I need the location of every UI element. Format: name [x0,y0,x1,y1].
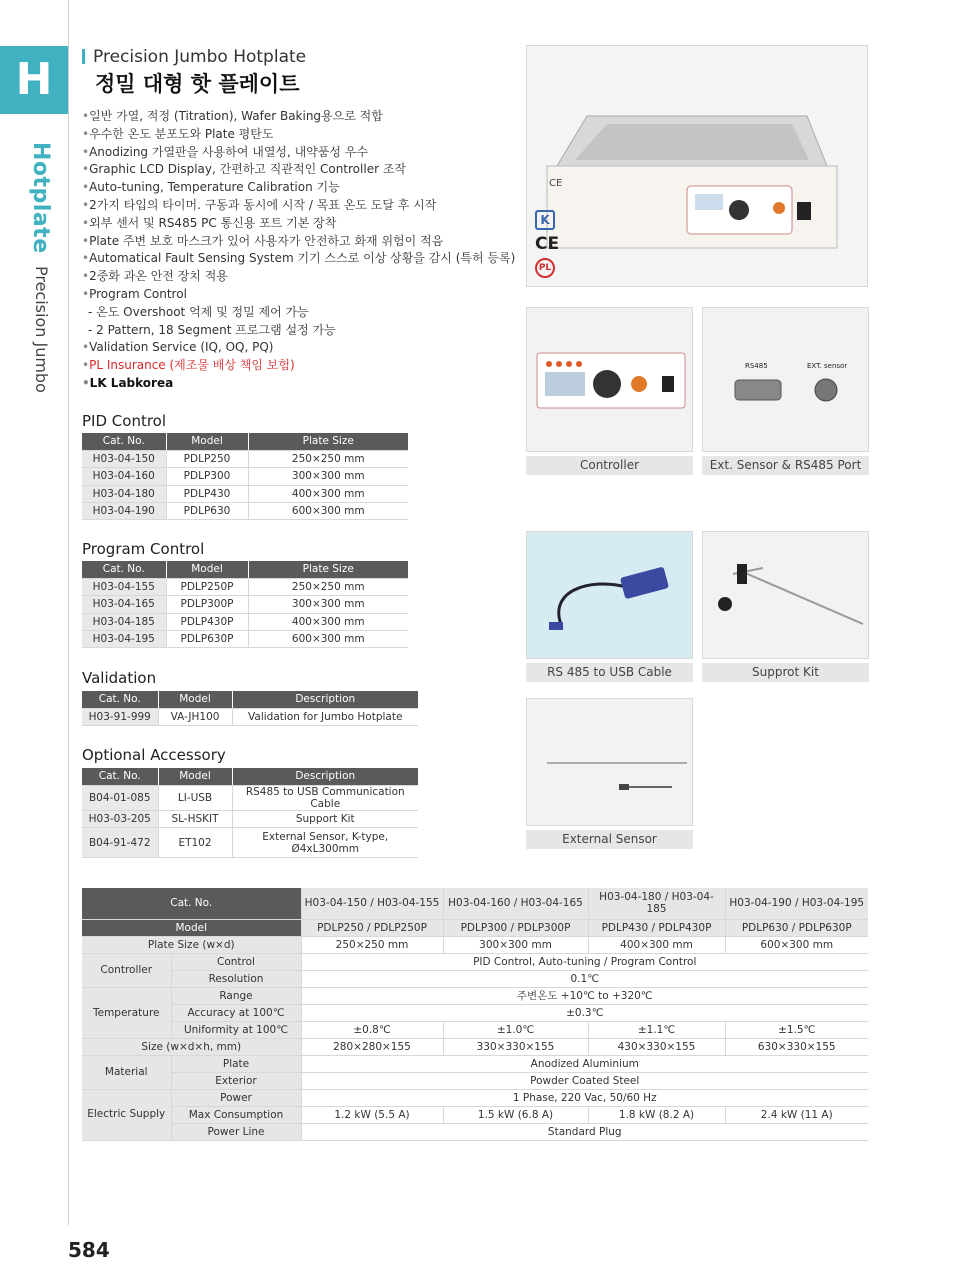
pl-cert-icon: PL [535,258,555,278]
pid-section-title: PID Control [82,412,167,430]
support-kit-photo [702,531,869,659]
cell: H03-04-195 [82,631,166,648]
table-row [82,953,868,970]
row-label: Power [171,1089,301,1106]
cell: ±1.0℃ [443,1021,588,1038]
cell: 250×250 mm [248,450,408,467]
cell: LI-USB [158,785,232,810]
cell: ±0.3℃ [301,1004,868,1021]
table-row [82,919,868,936]
feature-subitem: - 온도 Overshoot 억제 및 정밀 제어 가능 [88,304,309,319]
table-row [82,936,868,953]
cell: 2.4 kW (11 A) [725,1106,868,1123]
table-row [82,987,868,1004]
cert-ce-badge: CE [549,178,563,189]
col-header: Plate Size [248,433,408,450]
row-label: Uniformity at 100℃ [171,1021,301,1038]
row-label: Exterior [171,1072,301,1089]
table-row [82,785,418,810]
cell: RS485 to USB Communication Cable [232,785,418,810]
accessory-section-title: Optional Accessory [82,746,226,764]
cell: PDLP430 / PDLP430P [588,919,725,936]
cell: PDLP630 [166,503,248,520]
row-label: Accuracy at 100℃ [171,1004,301,1021]
col-header: Model [158,691,232,708]
vertical-category-label: Hotplate [28,142,53,254]
table-row [82,1072,868,1089]
feature-item: • Automatical Fault Sensing System 기기 스스로 이상 상황을 감시 (특허 등록) [82,250,515,268]
cell: H03-04-180 / H03-04-185 [588,888,725,919]
cell: 250×250 mm [248,578,408,595]
table-row [82,596,408,613]
cell: H03-04-150 / H03-04-155 [301,888,443,919]
feature-item-brand: • LK Labkorea [82,375,515,393]
caption-ports: Ext. Sensor & RS485 Port [702,456,869,475]
row-label: Control [171,953,301,970]
col-header: Description [232,691,418,708]
cell: H03-04-185 [82,613,166,630]
table-row [82,1106,868,1123]
cell: 1 Phase, 220 Vac, 50/60 Hz [301,1089,868,1106]
validation-section-title: Validation [82,669,157,687]
cell: ±0.8℃ [301,1021,443,1038]
support-kit-illustration [703,532,870,660]
cell: 250×250 mm [301,936,443,953]
table-row [82,970,868,987]
cell: 630×330×155 [725,1038,868,1055]
feature-list [82,108,515,393]
row-label: Max Consumption [171,1106,301,1123]
row-label: Plate [171,1055,301,1072]
feature-item-insurance: • PL Insurance (제조물 배상 책임 보험) [82,357,515,375]
cell: 1.8 kW (8.2 A) [588,1106,725,1123]
feature-item: • Anodizing 가열판을 사용하여 내열성, 내약품성 우수 [82,144,515,162]
cell: ET102 [158,828,232,858]
cell: PDLP300 / PDLP300P [443,919,588,936]
cell: 주변온도 +10℃ to +320℃ [301,987,868,1004]
row-label: Resolution [171,970,301,987]
cell: PDLP250 / PDLP250P [301,919,443,936]
controller-illustration [527,308,694,453]
hotplate-illustration [527,46,869,288]
cell: VA-JH100 [158,708,232,725]
cell: H03-04-160 / H03-04-165 [443,888,588,919]
cell: Powder Coated Steel [301,1072,868,1089]
table-row [82,810,418,827]
col-header: Cat. No. [82,561,166,578]
row-label: Plate Size (w×d) [82,936,301,953]
feature-item: • 2중화 과온 안전 장치 적용 [82,268,515,286]
row-label: Power Line [171,1123,301,1140]
external-sensor-photo [526,698,693,826]
feature-item: • Plate 주변 보호 마스크가 있어 사용자가 안전하고 화재 위험이 적음 [82,233,515,251]
cell: Anodized Aluminium [301,1055,868,1072]
cell: PDLP630 / PDLP630P [725,919,868,936]
cell: 300×300 mm [443,936,588,953]
row-label: Range [171,987,301,1004]
caption-support-kit: Supprot Kit [702,663,869,682]
feature-item: • Graphic LCD Display, 간편하고 직관적인 Controller 조작 [82,161,515,179]
cell: 600×300 mm [248,503,408,520]
table-row [82,578,408,595]
table-row [82,1021,868,1038]
cell: 400×300 mm [588,936,725,953]
program-section-title: Program Control [82,540,205,558]
program-table [82,561,408,648]
col-header: Plate Size [248,561,408,578]
controller-photo [526,307,693,452]
specification-table [82,888,868,1141]
row-label: Size (w×d×h, mm) [82,1038,301,1055]
cell: 330×330×155 [443,1038,588,1055]
cell: 400×300 mm [248,613,408,630]
cell: H03-91-999 [82,708,158,725]
feature-item: • 외부 센서 및 RS485 PC 통신용 포트 기본 장착 [82,215,515,233]
catno-label: Cat. No. [82,888,301,919]
hotplate-photo [526,45,868,287]
cell: Validation for Jumbo Hotplate [232,708,418,725]
feature-item: • 일반 가열, 적정 (Titration), Wafer Baking용으로 적합 [82,108,515,126]
cell: H03-04-190 / H03-04-195 [725,888,868,919]
cell: External Sensor, K-type, Ø4xL300mm [232,828,418,858]
cell: 1.2 kW (5.5 A) [301,1106,443,1123]
caption-controller: Controller [526,456,693,475]
cell: H03-04-155 [82,578,166,595]
col-header: Description [232,768,418,785]
cable-illustration [527,532,694,660]
sensor-illustration [527,699,694,827]
cell: ±1.5℃ [725,1021,868,1038]
feature-item: • Validation Service (IQ, OQ, PQ) [82,339,515,357]
table-row [82,1089,868,1106]
page-title-ko: 정밀 대형 핫 플레이트 [95,72,300,96]
kc-cert-icon: K [535,210,555,230]
cell: PDLP250P [166,578,248,595]
model-label: Model [82,919,301,936]
cell: 280×280×155 [301,1038,443,1055]
table-row [82,450,408,467]
cell: H03-04-160 [82,468,166,485]
accessory-table [82,768,418,858]
ext-sensor-label: EXT. sensor [807,362,848,370]
cell: PDLP250 [166,450,248,467]
cell: H03-04-165 [82,596,166,613]
cell: ±1.1℃ [588,1021,725,1038]
feature-item: • 우수한 온도 분포도와 Plate 평탄도 [82,126,515,144]
cell: PDLP630P [166,631,248,648]
cell: B04-01-085 [82,785,158,810]
cell: SL-HSKIT [158,810,232,827]
cell: 0.1℃ [301,970,868,987]
table-row [82,1123,868,1140]
margin-divider [68,0,69,1225]
rs485-label: RS485 [745,362,768,370]
table-row [82,613,408,630]
cell: 1.5 kW (6.8 A) [443,1106,588,1123]
cell: H03-04-150 [82,450,166,467]
col-header: Model [166,433,248,450]
cell: 430×330×155 [588,1038,725,1055]
feature-item: • Program Control [82,286,515,304]
cell: 600×300 mm [725,936,868,953]
vertical-subcategory-label: Precision Jumbo [32,266,51,393]
table-row [82,503,408,520]
table-row [82,1038,868,1055]
cell: H03-03-205 [82,810,158,827]
col-header: Cat. No. [82,768,158,785]
col-header: Model [166,561,248,578]
cell: PDLP300 [166,468,248,485]
ce-cert-icon: CE [535,234,560,254]
cable-photo [526,531,693,659]
group-label: Material [82,1055,171,1089]
table-row [82,1004,868,1021]
page-number: 584 [68,1238,110,1262]
table-row [82,828,418,858]
caption-external-sensor: External Sensor [526,830,693,849]
table-row [82,631,408,648]
col-header: Model [158,768,232,785]
cell: 300×300 mm [248,468,408,485]
cell: B04-91-472 [82,828,158,858]
caption-cable: RS 485 to USB Cable [526,663,693,682]
col-header: Cat. No. [82,433,166,450]
cell: PDLP300P [166,596,248,613]
feature-item: • 2가지 타입의 타이머. 구동과 동시에 시작 / 목표 온도 도달 후 시작 [82,197,515,215]
cell: Support Kit [232,810,418,827]
cell: 300×300 mm [248,596,408,613]
ports-photo [702,307,869,452]
cell: PDLP430P [166,613,248,630]
validation-table [82,691,418,726]
table-row [82,1055,868,1072]
cell: 400×300 mm [248,485,408,502]
cell: Standard Plug [301,1123,868,1140]
ports-illustration [703,308,870,453]
table-row [82,708,418,725]
page-title-en: Precision Jumbo Hotplate [82,47,306,67]
table-row [82,485,408,502]
table-row [82,888,868,919]
feature-subitem: - 2 Pattern, 18 Segment 프로그램 설정 가능 [88,322,336,337]
group-label: Electric Supply [82,1089,171,1140]
cell: H03-04-180 [82,485,166,502]
col-header: Cat. No. [82,691,158,708]
group-label: Controller [82,953,171,987]
cell: PID Control, Auto-tuning / Program Control [301,953,868,970]
table-row [82,468,408,485]
section-tab: H [0,46,68,114]
group-label: Temperature [82,987,171,1038]
cell: 600×300 mm [248,631,408,648]
pid-table [82,433,408,520]
cell: PDLP430 [166,485,248,502]
cell: H03-04-190 [82,503,166,520]
feature-item: • Auto-tuning, Temperature Calibration 기능 [82,179,515,197]
